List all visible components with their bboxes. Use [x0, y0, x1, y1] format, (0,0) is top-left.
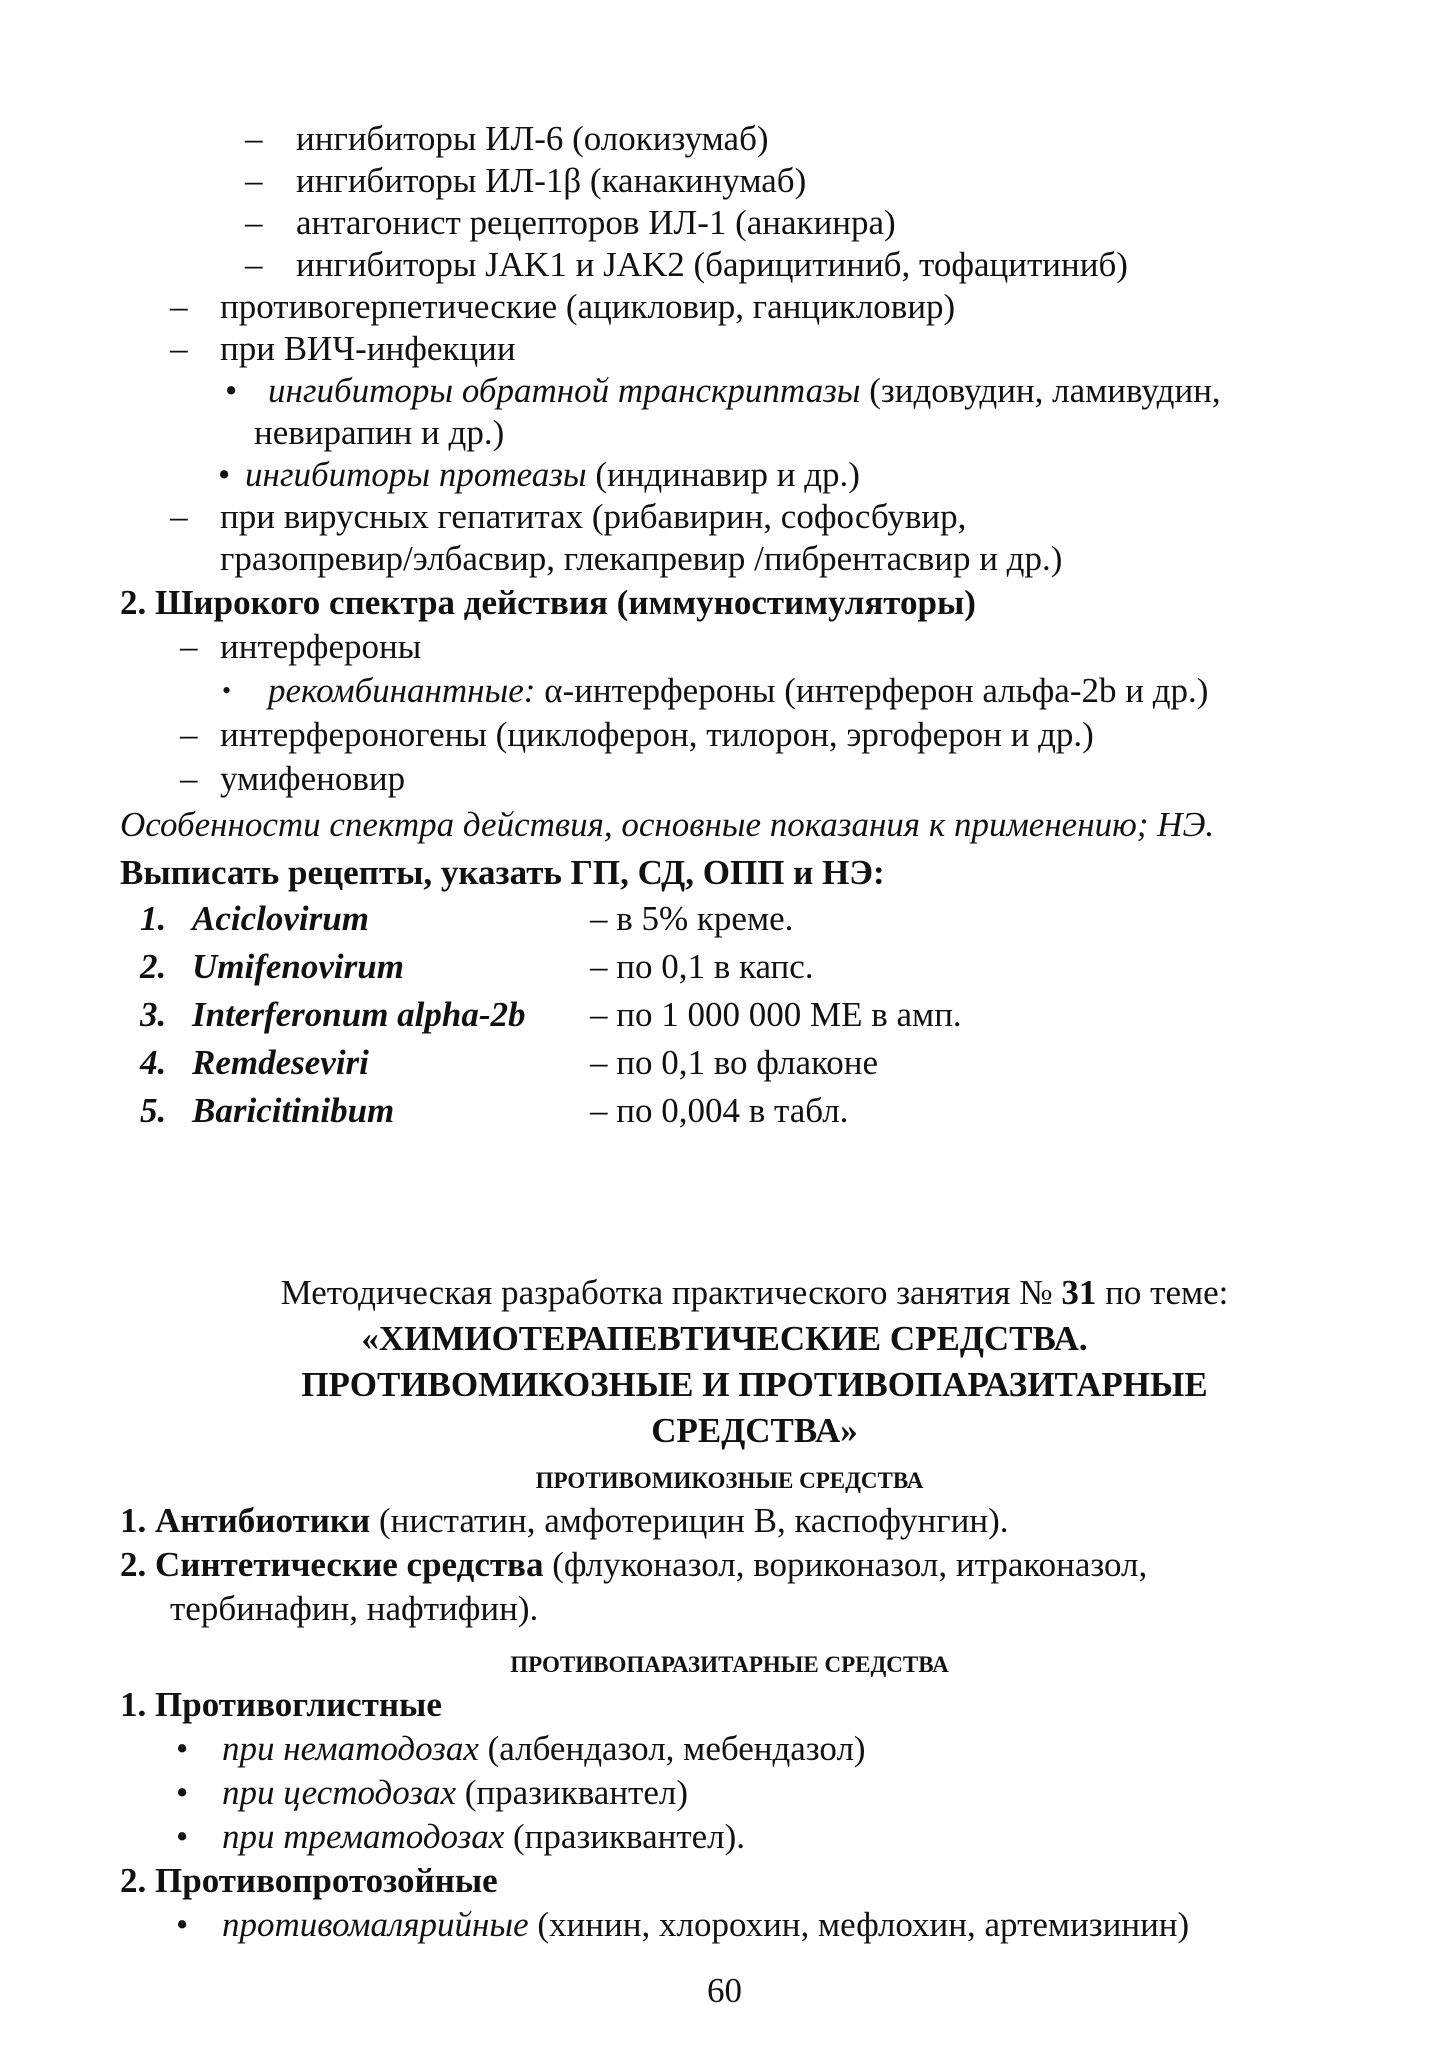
list-item-nematodes: [222, 1728, 866, 1770]
antimalarial-rest: (хинин, хлорохин, мефлохин, артемизинин): [528, 1905, 1190, 1944]
rx-number: 1.: [140, 899, 167, 938]
nematodes-italic: при нематодозах: [222, 1729, 479, 1768]
bullet-marker: •: [176, 1773, 189, 1812]
antimycotic-heading: ПРОТИВОМИКОЗНЫЕ СРЕДСТВА: [535, 1468, 924, 1493]
antibiotics-rest: (нистатин, амфотерицин В, каспофунгин).: [370, 1501, 1009, 1540]
lesson-number: 31: [1061, 1273, 1097, 1312]
antibiotics-label: 1. Антибиотики: [120, 1501, 371, 1540]
dash-marker: –: [180, 759, 198, 798]
rx-number: 3.: [140, 995, 167, 1034]
bullet-marker: •: [218, 455, 231, 494]
rx-drug-name: Interferonum alpha-2b: [192, 995, 526, 1034]
list-item-cestodes: [222, 1772, 688, 1814]
antiparasitic-heading: ПРОТИВОПАРАЗИТАРНЫЕ СРЕДСТВА: [510, 1652, 949, 1677]
dash-marker: –: [170, 329, 188, 368]
trematodes-rest: (празиквантел).: [504, 1817, 746, 1856]
list-item-hepatitis-cont: гразопревир/элбасвир, глекапревир /пибрентасвир и др.): [220, 539, 1063, 578]
list-item-antiherpetic: противогерпетические (ацикловир, ганцикловир): [220, 287, 956, 326]
list-item-umifenovir: умифеновир: [220, 759, 406, 798]
page-number: 60: [707, 1971, 742, 2010]
rx-dose: – по 0,1 во флаконе: [590, 1043, 879, 1082]
protease-rest: (индинавир и др.): [586, 455, 860, 494]
rx-dose: – по 0,1 в капс.: [590, 947, 814, 986]
bullet-marker: •: [176, 1905, 189, 1944]
list-item-hiv: при ВИЧ-инфекции: [220, 329, 516, 368]
dash-marker: –: [245, 245, 263, 284]
dash-marker: –: [245, 203, 263, 242]
synthetic-rest: (флуконазол, вориконазол, итраконазол,: [543, 1545, 1148, 1584]
dash-marker: –: [245, 119, 263, 158]
list-item-hepatitis: при вирусных гепатитах (рибавирин, софосбувир,: [220, 497, 967, 536]
lesson-title-line1: «ХИМИОТЕРАПЕВТИЧЕСКИЕ СРЕДСТВА.: [361, 1319, 1088, 1358]
bullet-marker: •: [176, 1817, 189, 1856]
list-item-il1-antagonist: антагонист рецепторов ИЛ-1 (анакинра): [296, 203, 896, 242]
list-item-antimalarial: [222, 1904, 1189, 1946]
dash-marker: –: [170, 497, 188, 536]
antimalarial-italic: противомалярийные: [222, 1905, 529, 1944]
list-item-il6: ингибиторы ИЛ-6 (олокизумаб): [296, 119, 769, 158]
list-item-protease: [245, 454, 860, 496]
list-item-recombinant: [268, 670, 1208, 712]
list-item-jak: ингибиторы JAK1 и JAK2 (барицитиниб, тофацитиниб): [296, 245, 1128, 284]
lesson-intro-after: по теме:: [1096, 1273, 1229, 1312]
prescriptions-heading: Выписать рецепты, указать ГП, СД, ОПП и НЭ:: [120, 853, 885, 892]
rx-number: 5.: [140, 1091, 167, 1130]
rx-drug-name: Aciclovirum: [192, 899, 369, 938]
rx-dose: – по 1 000 000 МЕ в амп.: [590, 995, 962, 1034]
list-item-il1b: ингибиторы ИЛ-1β (канакинумаб): [296, 161, 807, 200]
synthetic-label: 2. Синтетические средства: [120, 1545, 544, 1584]
bullet-marker: •: [225, 371, 238, 410]
list-item-rt-inhibitors: [268, 370, 1221, 412]
rt-inhibitors-rest: (зидовудин, ламивудин,: [860, 371, 1221, 410]
rx-number: 4.: [140, 1043, 167, 1082]
rx-drug-name: Umifenovirum: [192, 947, 404, 986]
dash-marker: –: [180, 627, 198, 666]
lesson-intro: [0, 1270, 1449, 1316]
lesson-title-line3: СРЕДСТВА»: [651, 1411, 858, 1450]
bullet-marker: •: [176, 1729, 189, 1768]
rx-number: 2.: [140, 947, 167, 986]
lesson-title-line2: ПРОТИВОМИКОЗНЫЕ И ПРОТИВОПАРАЗИТАРНЫЕ: [301, 1365, 1208, 1404]
rx-drug-name: Baricitinibum: [192, 1091, 395, 1130]
rx-drug-name: Remdeseviri: [192, 1043, 369, 1082]
rx-dose: – по 0,004 в табл.: [590, 1091, 849, 1130]
rx-dose: – в 5% креме.: [590, 899, 794, 938]
lesson-intro-before: Методическая разработка практического занятия №: [280, 1273, 1062, 1312]
cestodes-rest: (празиквантел): [455, 1773, 688, 1812]
dash-marker: –: [170, 287, 188, 326]
trematodes-italic: при трематодозах: [222, 1817, 505, 1856]
nematodes-rest: (албендазол, мебендазол): [478, 1729, 866, 1768]
list-item-inducers: интерфероногены (циклоферон, тилорон, эргоферон и др.): [220, 715, 1094, 754]
recombinant-rest: α-интерфероны (интерферон альфа-2b и др.): [535, 671, 1209, 710]
features-note: Особенности спектра действия, основные показания к применению; НЭ.: [120, 805, 1215, 844]
list-item-interferons: интерфероны: [220, 627, 422, 666]
dash-marker: –: [245, 161, 263, 200]
antimycotic-item-antibiotics: [120, 1500, 1009, 1542]
dash-marker: –: [180, 715, 198, 754]
protease-italic: ингибиторы протеазы: [245, 455, 587, 494]
recombinant-italic: рекомбинантные:: [268, 671, 536, 710]
list-item-trematodes: [222, 1816, 745, 1858]
antimycotic-item-synthetic: [120, 1544, 1147, 1586]
cestodes-italic: при цестодозах: [222, 1773, 456, 1812]
bullet-marker: •: [222, 676, 232, 705]
section-heading: 2. Широкого спектра действия (иммуностимуляторы): [120, 583, 976, 622]
rt-inhibitors-italic: ингибиторы обратной транскриптазы: [268, 371, 861, 410]
antiprotozoal-heading: 2. Противопротозойные: [120, 1861, 498, 1900]
list-item-rt-inhibitors-cont: невирапин и др.): [254, 413, 505, 452]
antimycotic-item-synthetic-cont: тербинафин, нафтифин).: [170, 1589, 539, 1628]
anthelmintic-heading: 1. Противоглистные: [120, 1685, 442, 1724]
